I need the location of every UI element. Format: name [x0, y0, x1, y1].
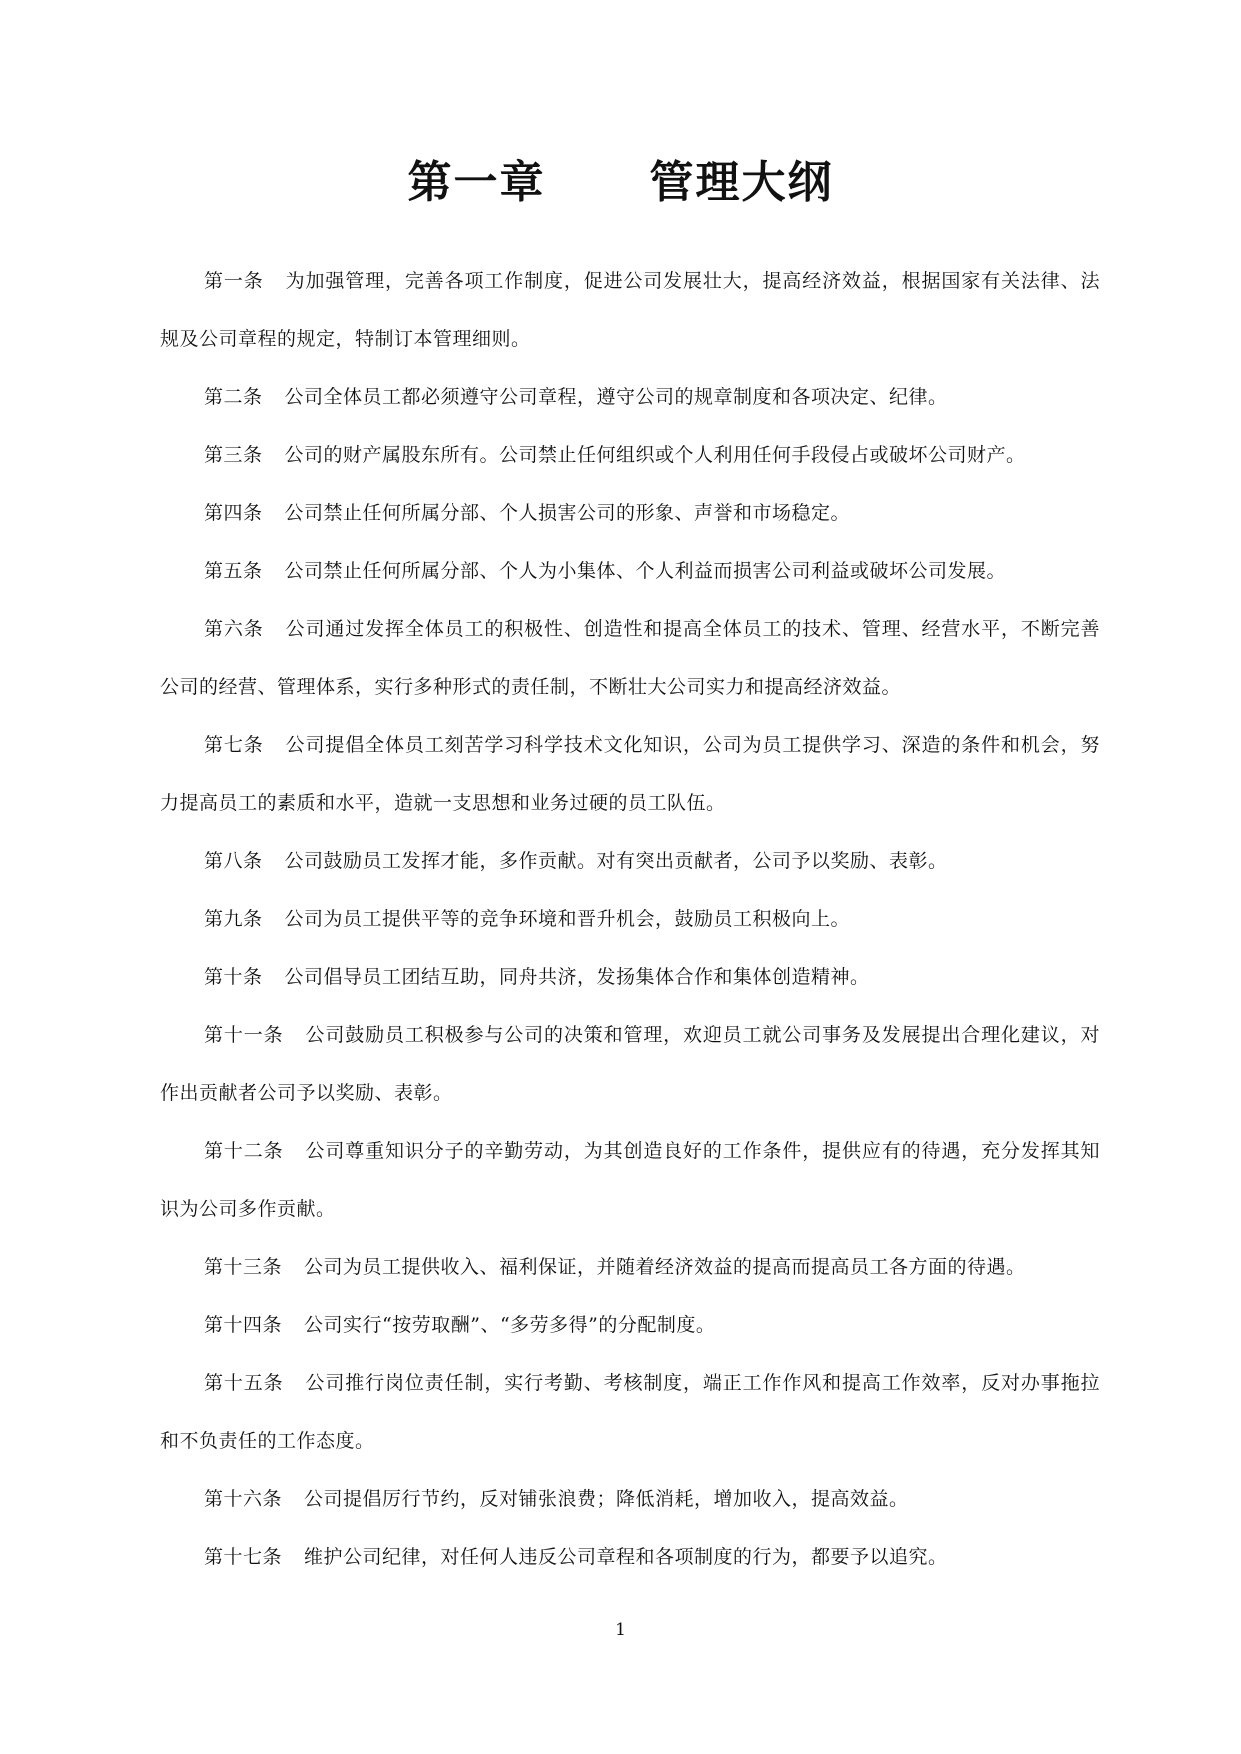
article-text: 公司全体员工都必须遵守公司章程，遵守公司的规章制度和各项决定、纪律。 [284, 386, 948, 408]
article-number: 第三条 [204, 444, 263, 466]
article-number: 第七条 [204, 734, 264, 756]
article-12 [160, 1122, 1100, 1238]
article-8 [160, 832, 1100, 890]
chapter-title: 第一章 管理大纲 [407, 157, 834, 208]
article-text: 公司实行“按劳取酬”、“多劳多得”的分配制度。 [304, 1314, 716, 1336]
article-text: 公司尊重知识分子的辛勤劳动，为其创造良好的工作条件，提供应有的待遇，充分发挥其知识为公司多作贡献。 [160, 1140, 1100, 1220]
article-number: 第八条 [204, 850, 263, 872]
article-15 [160, 1354, 1100, 1470]
article-text: 公司禁止任何所属分部、个人损害公司的形象、声誉和市场稳定。 [284, 502, 851, 524]
article-number: 第十六条 [204, 1488, 283, 1510]
article-1 [160, 252, 1100, 368]
article-number: 第六条 [204, 618, 264, 640]
article-number: 第十四条 [204, 1314, 283, 1336]
article-number: 第十五条 [204, 1372, 284, 1394]
article-text: 公司为员工提供收入、福利保证，并随着经济效益的提高而提高员工各方面的待遇。 [304, 1256, 1026, 1278]
article-text: 公司的财产属股东所有。公司禁止任何组织或个人利用任何手段侵占或破坏公司财产。 [284, 444, 1026, 466]
article-9 [160, 890, 1100, 948]
article-10 [160, 948, 1100, 1006]
article-4 [160, 484, 1100, 542]
article-7 [160, 716, 1100, 832]
article-text: 为加强管理，完善各项工作制度，促进公司发展壮大，提高经济效益，根据国家有关法律、法规及公司章程的规定，特制订本管理细则。 [160, 270, 1100, 350]
article-11 [160, 1006, 1100, 1122]
article-text: 公司提倡全体员工刻苦学习科学技术文化知识，公司为员工提供学习、深造的条件和机会，努力提高员工的素质和水平，造就一支思想和业务过硬的员工队伍。 [160, 734, 1100, 814]
article-number: 第二条 [204, 386, 263, 408]
article-13 [160, 1238, 1100, 1296]
article-6 [160, 600, 1100, 716]
article-number: 第五条 [204, 560, 263, 582]
article-number: 第四条 [204, 502, 263, 524]
article-17 [160, 1528, 1100, 1586]
article-text: 公司为员工提供平等的竞争环境和晋升机会，鼓励员工积极向上。 [284, 908, 851, 930]
article-number: 第九条 [204, 908, 263, 930]
article-text: 公司鼓励员工发挥才能，多作贡献。对有突出贡献者，公司予以奖励、表彰。 [284, 850, 948, 872]
article-number: 第十一条 [204, 1024, 284, 1046]
article-text: 公司提倡厉行节约，反对铺张浪费；降低消耗，增加收入，提高效益。 [304, 1488, 909, 1510]
article-number: 第十七条 [204, 1546, 283, 1568]
article-number: 第一条 [204, 270, 264, 292]
page-number: 1 [615, 1620, 626, 1640]
article-3 [160, 426, 1100, 484]
article-text: 公司倡导员工团结互助，同舟共济，发扬集体合作和集体创造精神。 [284, 966, 870, 988]
article-number: 第十条 [204, 966, 263, 988]
article-text: 公司禁止任何所属分部、个人为小集体、个人利益而损害公司利益或破坏公司发展。 [284, 560, 1007, 582]
article-list [160, 252, 1100, 1586]
article-16 [160, 1470, 1100, 1528]
article-text: 公司推行岗位责任制，实行考勤、考核制度，端正工作作风和提高工作效率，反对办事拖拉和不负责任的工作态度。 [160, 1372, 1100, 1452]
article-text: 公司鼓励员工积极参与公司的决策和管理，欢迎员工就公司事务及发展提出合理化建议，对作出贡献者公司予以奖励、表彰。 [160, 1024, 1100, 1104]
article-text: 公司通过发挥全体员工的积极性、创造性和提高全体员工的技术、管理、经营水平，不断完善公司的经营、管理体系，实行多种形式的责任制，不断壮大公司实力和提高经济效益。 [160, 618, 1100, 698]
article-number: 第十二条 [204, 1140, 284, 1162]
article-text: 维护公司纪律，对任何人违反公司章程和各项制度的行为，都要予以追究。 [304, 1546, 948, 1568]
article-5 [160, 542, 1100, 600]
article-14 [160, 1296, 1100, 1354]
article-number: 第十三条 [204, 1256, 283, 1278]
article-2 [160, 368, 1100, 426]
